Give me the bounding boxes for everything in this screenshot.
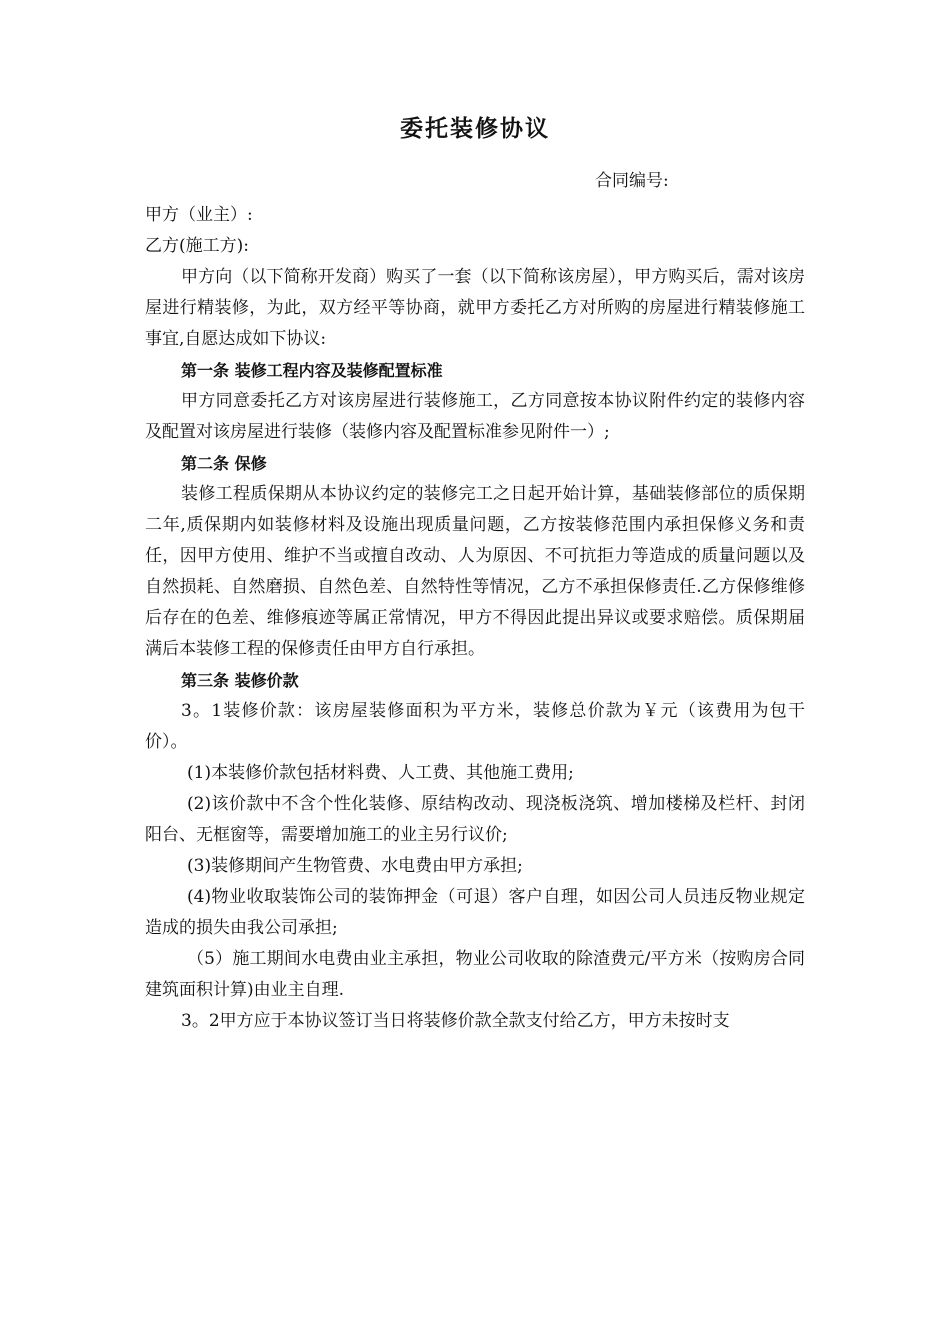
document-page bbox=[145, 0, 805, 1344]
document-body bbox=[145, 200, 805, 1037]
clause-item-2: (2)该价款中不含个性化装修、原结构改动、现浇板浇筑、增加楼梯及栏杆、封闭阳台、无框窗等，需要增加施工的业主另行议价; bbox=[145, 794, 805, 845]
article-1-text: 甲方同意委托乙方对该房屋进行装修施工，乙方同意按本协议附件约定的装修内容及配置对该房屋进行装修（装修内容及配置标准参见附件一）; bbox=[145, 391, 805, 442]
intro-paragraph: 甲方向（以下简称开发商）购买了一套（以下简称该房屋），甲方购买后，需对该房屋进行精装修，为此，双方经平等协商，就甲方委托乙方对所购的房屋进行精装修施工事宜,自愿达成如下协议: bbox=[145, 267, 805, 349]
article-1-heading: 第一条 装修工程内容及装修配置标准 bbox=[181, 361, 443, 380]
article-2-text: 装修工程质保期从本协议约定的装修完工之日起开始计算，基础装修部位的质保期二年,质保期内如装修材料及设施出现质量问题，乙方按装修范围内承担保修义务和责任，因甲方使用、维护不当或擅自改动、人为原因、不可抗拒力等造成的质量问题以及自然损耗、自然磨损、自然色差、自然特性等情况，乙方不承担保修责任.乙方保修维修后存在的色差、维修痕迹等属正常情况，甲方不得因此提出异议或要求赔偿。质保期届满后本装修工程的保修责任由甲方自行承担。 bbox=[145, 484, 805, 659]
article-3-heading: 第三条 装修价款 bbox=[181, 671, 299, 690]
clause-item-5: （5）施工期间水电费由业主承担，物业公司收取的除渣费元/平方米（按购房合同建筑面积计算)由业主自理. bbox=[145, 949, 805, 1000]
article-2-heading: 第二条 保修 bbox=[181, 454, 267, 473]
clause-3-1: 3。1装修价款：该房屋装修面积为平方米，装修总价款为￥元（该费用为包干价）。 bbox=[145, 701, 805, 752]
clause-item-3: (3)装修期间产生物管费、水电费由甲方承担; bbox=[187, 856, 523, 876]
clause-3-2: 3。2甲方应于本协议签订当日将装修价款全款支付给乙方，甲方未按时支 bbox=[181, 1011, 730, 1031]
clause-item-4: (4)物业收取装饰公司的装饰押金（可退）客户自理，如因公司人员违反物业规定造成的损失由我公司承担; bbox=[145, 887, 805, 938]
contract-number-label: 合同编号: bbox=[595, 171, 669, 191]
party-b-label: 乙方(施工方): bbox=[145, 236, 249, 256]
document-title: 委托装修协议 bbox=[400, 115, 550, 142]
clause-item-1: (1)本装修价款包括材料费、人工费、其他施工费用; bbox=[187, 763, 574, 783]
party-a-label: 甲方（业主）: bbox=[145, 205, 253, 225]
